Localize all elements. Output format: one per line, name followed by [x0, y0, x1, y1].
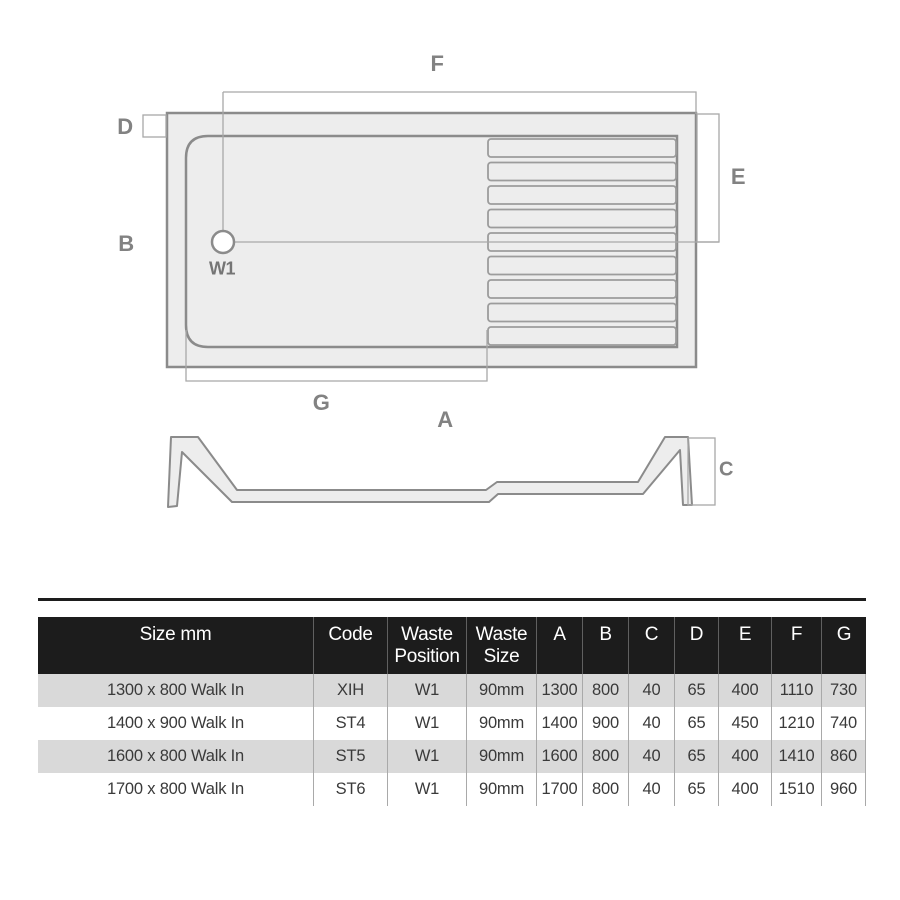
- cell-c: 40: [628, 674, 674, 707]
- dim-label-d: D: [117, 114, 133, 139]
- col-header-code: Code: [313, 617, 387, 674]
- col-header-size-mm: Size mm: [139, 624, 212, 645]
- dim-label-e: E: [730, 164, 746, 189]
- cell-waste-size: 90mm: [466, 674, 536, 707]
- cell-code: ST4: [313, 707, 387, 740]
- cell-e: 400: [718, 674, 771, 707]
- cell-f: 1510: [771, 773, 821, 806]
- dim-label-b: B: [118, 231, 134, 256]
- dim-label-g: G: [312, 390, 330, 415]
- cell-c: 40: [628, 707, 674, 740]
- cell-waste-position: W1: [387, 674, 466, 707]
- cell-waste-position: W1: [387, 773, 466, 806]
- cell-code: XIH: [313, 674, 387, 707]
- table-header-row: [38, 617, 866, 674]
- table-row: [38, 707, 866, 740]
- dim-label-a: A: [437, 407, 453, 432]
- table-row: [38, 740, 866, 773]
- waste-position-label: W1: [209, 258, 235, 279]
- cell-size: 1400 x 900 Walk In: [106, 714, 245, 732]
- dim-bracket-d: [143, 115, 166, 137]
- dim-label-f: F: [430, 51, 444, 76]
- cell-waste-position: W1: [387, 740, 466, 773]
- cell-code: ST6: [313, 773, 387, 806]
- cell-d: 65: [674, 773, 718, 806]
- col-header-c: C: [628, 617, 674, 674]
- table-top-border: [38, 598, 866, 601]
- cell-f: 1410: [771, 740, 821, 773]
- cell-d: 65: [674, 740, 718, 773]
- cell-e: 400: [718, 773, 771, 806]
- col-header-e: E: [718, 617, 771, 674]
- cell-size: 1700 x 800 Walk In: [106, 780, 245, 798]
- cell-waste-size: 90mm: [466, 707, 536, 740]
- waste-position-marker: [212, 231, 234, 253]
- cell-g: 740: [821, 707, 866, 740]
- dim-bracket-e: [697, 114, 719, 242]
- cell-code: ST5: [313, 740, 387, 773]
- col-header-waste-position: Waste Position: [387, 617, 466, 674]
- col-header-f: F: [771, 617, 821, 674]
- spec-table: [38, 598, 866, 806]
- cell-b: 800: [582, 740, 628, 773]
- cell-a: 1300: [536, 674, 582, 707]
- cell-g: 960: [821, 773, 866, 806]
- table-row: [38, 674, 866, 707]
- tray-side-profile: [168, 437, 692, 507]
- cell-e: 450: [718, 707, 771, 740]
- cell-e: 400: [718, 740, 771, 773]
- dim-bracket-f: [223, 92, 696, 114]
- cell-a: 1700: [536, 773, 582, 806]
- cell-waste-size: 90mm: [466, 773, 536, 806]
- col-header-g: G: [821, 617, 866, 674]
- cell-waste-size: 90mm: [466, 740, 536, 773]
- cell-waste-position: W1: [387, 707, 466, 740]
- cell-c: 40: [628, 773, 674, 806]
- cell-f: 1210: [771, 707, 821, 740]
- cell-c: 40: [628, 740, 674, 773]
- cell-size: 1600 x 800 Walk In: [106, 747, 245, 765]
- cell-size: 1300 x 800 Walk In: [106, 681, 245, 699]
- col-header-d: D: [674, 617, 718, 674]
- dim-label-c: C: [719, 458, 733, 481]
- col-header-b: B: [582, 617, 628, 674]
- cell-f: 1110: [771, 674, 821, 707]
- table-row: [38, 773, 866, 806]
- cell-g: 730: [821, 674, 866, 707]
- col-header-waste-size: Waste Size: [466, 617, 536, 674]
- col-header-a: A: [536, 617, 582, 674]
- cell-g: 860: [821, 740, 866, 773]
- cell-b: 800: [582, 674, 628, 707]
- cell-d: 65: [674, 674, 718, 707]
- cell-b: 800: [582, 773, 628, 806]
- cell-a: 1400: [536, 707, 582, 740]
- cell-d: 65: [674, 707, 718, 740]
- cell-a: 1600: [536, 740, 582, 773]
- cell-b: 900: [582, 707, 628, 740]
